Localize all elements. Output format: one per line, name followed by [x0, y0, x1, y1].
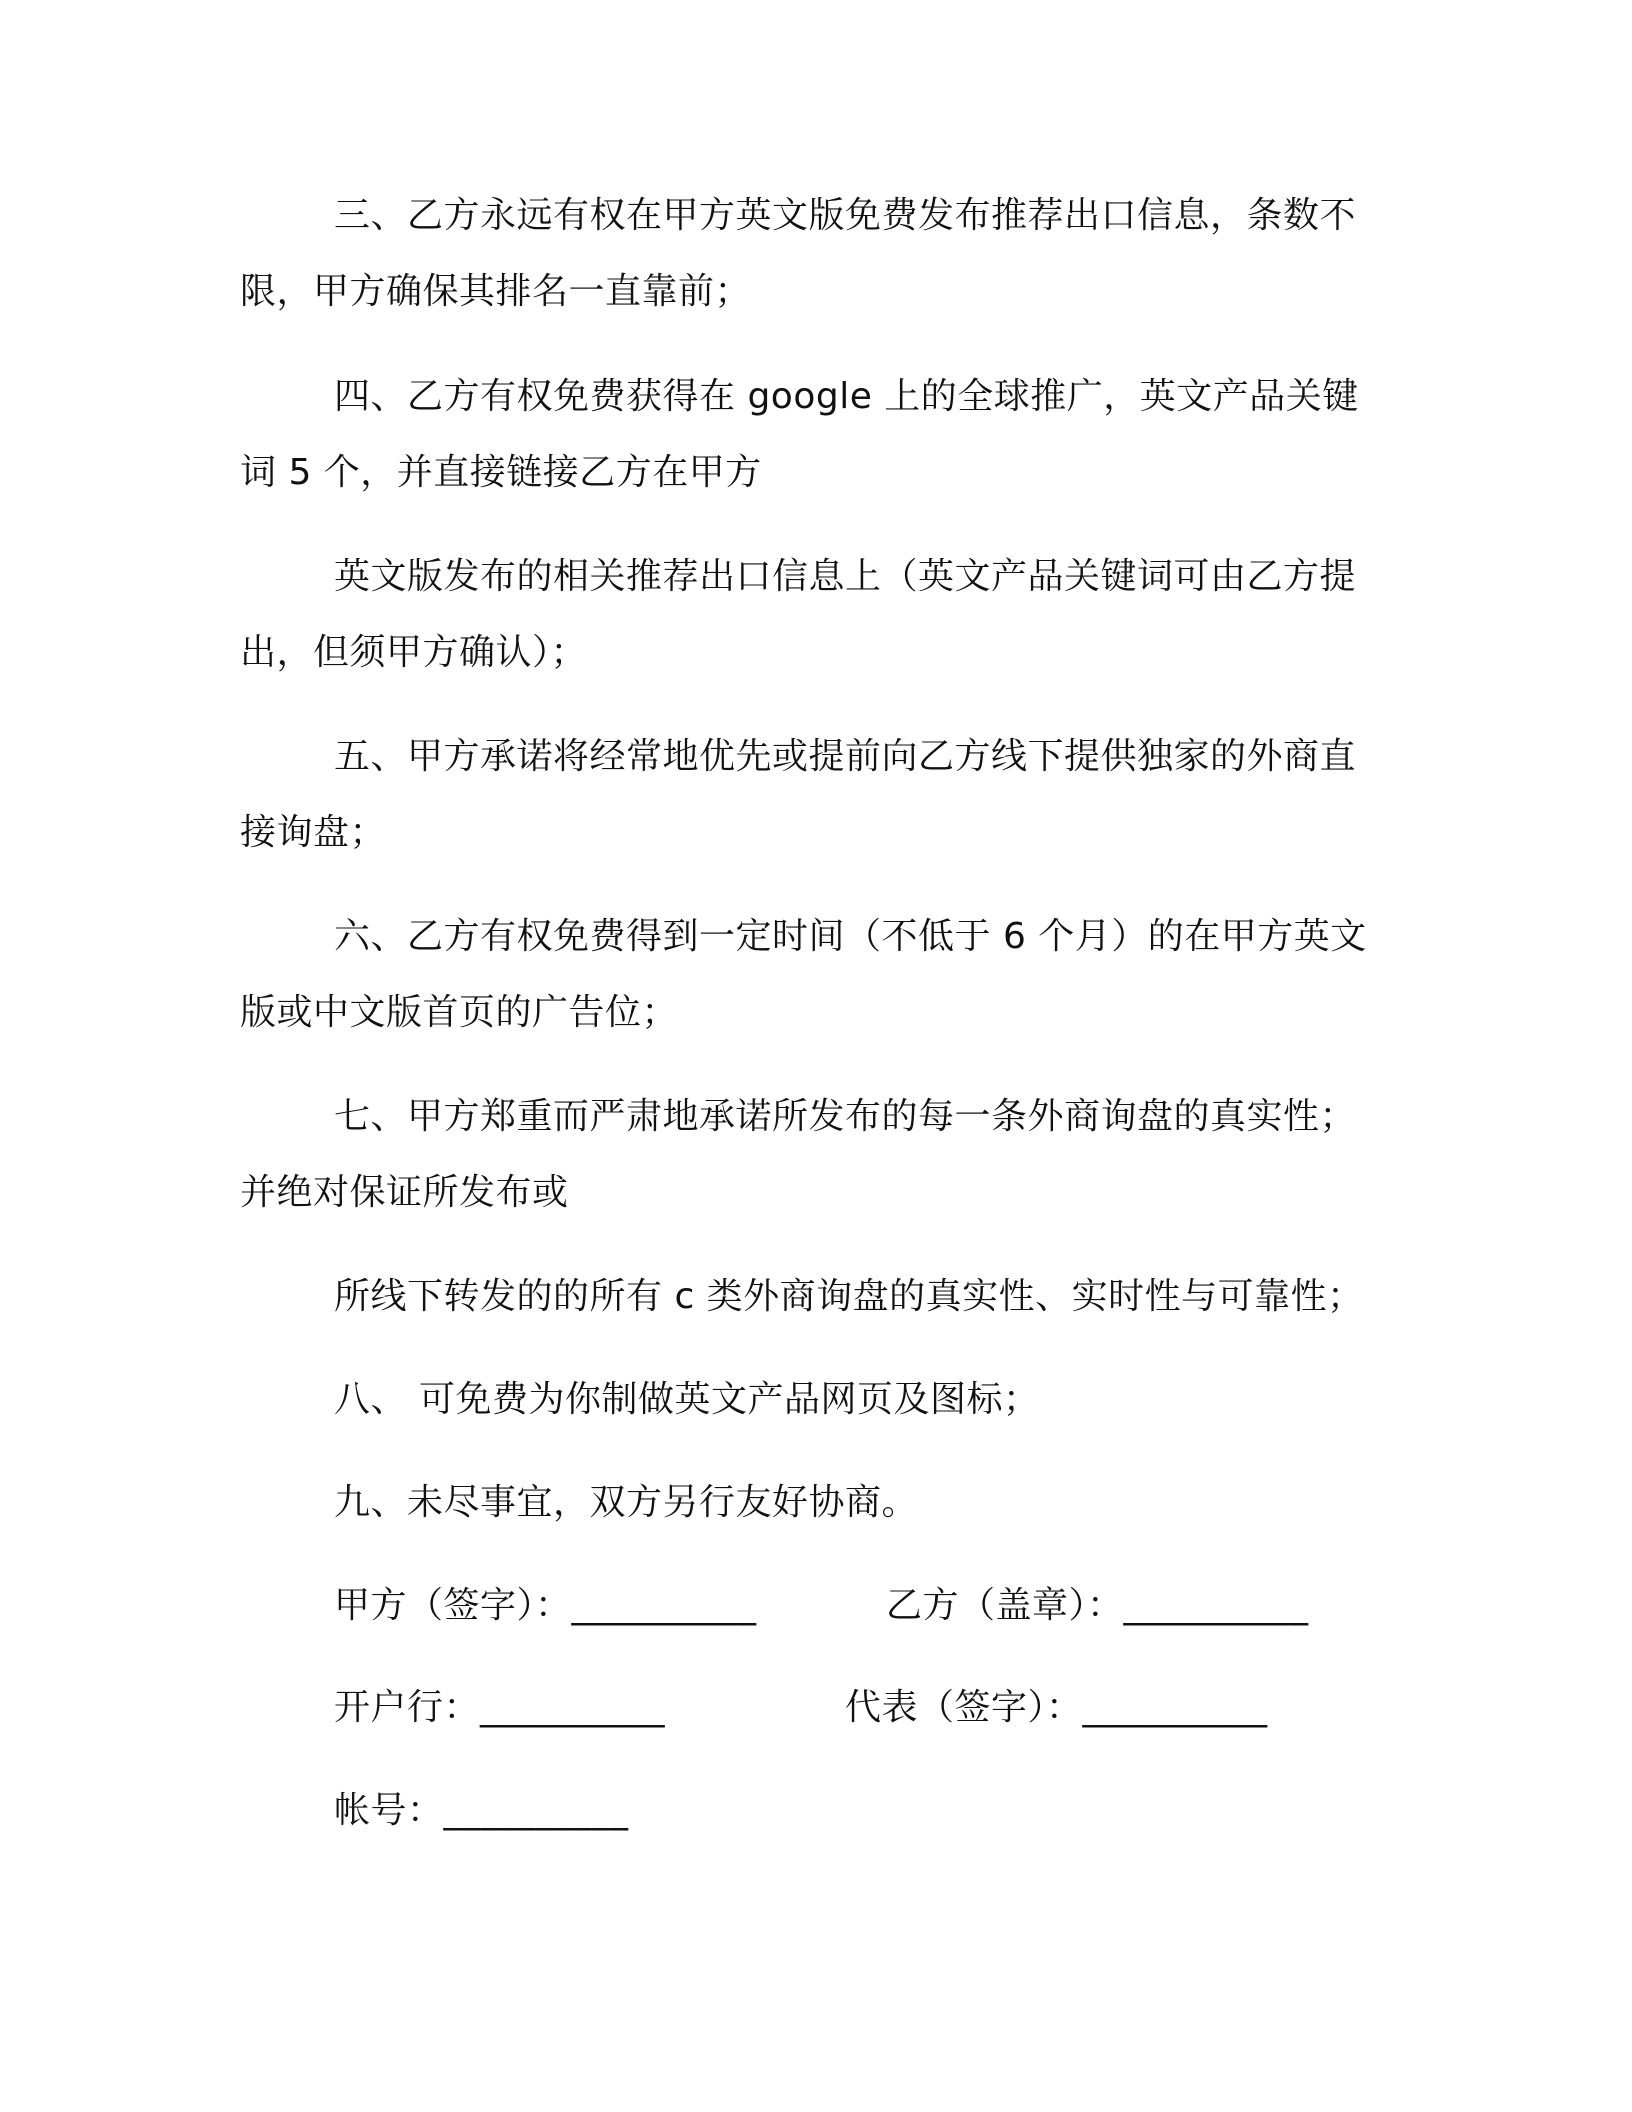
- clause-7b-line-1: 所线下转发的的所有 c 类外商询盘的真实性、实时性与可靠性；: [334, 1276, 1364, 1317]
- representative-signature-field: 代表（签字）：__________: [845, 1687, 1268, 1728]
- clause-6-line-1: 六、乙方有权免费得到一定时间（不低于 6 个月）的在甲方英文: [334, 916, 1367, 957]
- bank-field: 开户行：__________: [334, 1687, 666, 1728]
- clause-6-line-2: 版或中文版首页的广告位；: [240, 992, 679, 1033]
- party-a-signature-field: 甲方（签字）：__________: [334, 1585, 757, 1626]
- clause-7-line-1: 七、甲方郑重而严肃地承诺所发布的每一条外商询盘的真实性；: [334, 1096, 1357, 1137]
- clause-5-line-2: 接询盘；: [240, 812, 387, 853]
- clause-5-line-1: 五、甲方承诺将经常地优先或提前向乙方线下提供独家的外商直: [334, 736, 1357, 777]
- party-b-seal-field: 乙方（盖章）：__________: [886, 1585, 1309, 1626]
- clause-4b-line-1: 英文版发布的相关推荐出口信息上（英文产品关键词可由乙方提: [334, 556, 1357, 597]
- account-field: 帐号：__________: [334, 1790, 629, 1831]
- clause-3-line-2: 限，甲方确保其排名一直靠前；: [240, 271, 752, 312]
- clause-9-line-1: 九、未尽事宜，双方另行友好协商。: [334, 1482, 919, 1523]
- clause-7-line-2: 并绝对保证所发布或: [240, 1172, 569, 1213]
- clause-4b-line-2: 出，但须甲方确认）；: [240, 632, 588, 673]
- clause-4-line-2: 词 5 个，并直接链接乙方在甲方: [240, 452, 762, 493]
- clause-4-line-1: 四、乙方有权免费获得在 google 上的全球推广，英文产品关键: [334, 376, 1359, 417]
- clause-3-line-1: 三、乙方永远有权在甲方英文版免费发布推荐出口信息，条数不: [334, 195, 1357, 236]
- clause-8-line-1: 八、 可免费为你制做英文产品网页及图标；: [334, 1379, 1040, 1420]
